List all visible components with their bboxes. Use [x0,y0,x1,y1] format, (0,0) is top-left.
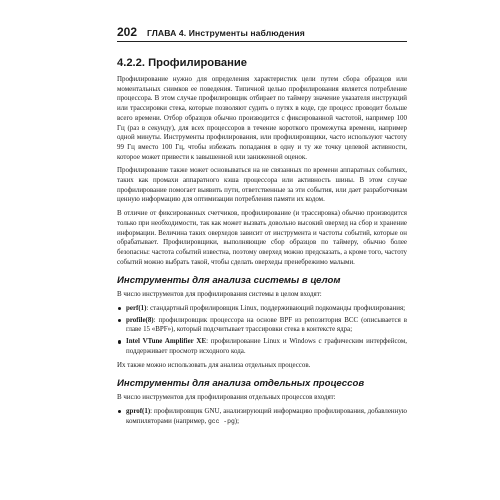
header-rule [117,41,407,42]
tool-description: : профилировщик процессора на основе BPF из репозитория BCC (описывается в главе 15 «BPF»), который подсчитывает трассировки стека в контексте ядра; [126,315,407,334]
paragraph-1: Профилирование нужно для определения характеристик цели путем сбора образцов или моментальных снимков ее поведения. Типичной целью профилирования является потребление процессора. В этом случае профилировщик отбирает по таймеру значение указателя инструкций или трассировки стека, которые позволяют судить о путях в коде, где процесс проводит больше всего времени. Отбор образцов обычно производится с фиксированной частотой, например 100 Гц (раз в секунду), для всех процессоров в течение короткого промежутка времени, например одной минуты. Инструменты профилирования, или профилировщики, часто используют частоту 99 Гц вместо 100 Гц, чтобы избежать попадания в одну и ту же точку целевой активности, которое может привести к завышенной или заниженной оценок. [117,75,407,161]
chapter-title: ГЛАВА 4. Инструменты наблюдения [147,28,305,38]
subheading-system-tools: Инструменты для анализа системы в целом [117,275,341,287]
process-tools-list [117,407,407,426]
code-snippet: gcc -pg [207,417,235,425]
tool-description: : профилировщик GNU, анализирующий информацию профилирования, добавленную компиляторами (например, [126,406,407,425]
tool-description: : стандартный профилировщик Linux, поддерживающий подкоманды профилирования; [146,304,406,313]
subheading-process-tools: Инструменты для анализа отдельных процессов [117,378,365,390]
system-tools-list [117,304,407,357]
list-item [126,316,407,335]
tool-description: : профилирование Linux и Windows с графическим интерфейсом, поддерживает просмотр исходного кода. [126,337,407,355]
paragraph-2: Профилирование также может основываться на не связанных по времени аппаратных событиях, таких как промахи аппаратного кэша процессора или активность шины. В этом случае профилирование помогает выявить пути, ответственные за эти события, или дает разработчикам ценную информацию для оптимизации потребления памяти их кодом. [117,166,407,204]
tool-name: Intel VTune Amplifier XE [126,337,207,346]
page-body [117,57,407,430]
running-header [117,25,407,39]
tool-name: gprof(1) [126,406,151,415]
tool-name: profile(8) [126,315,154,324]
section-title: 4.2.2. Профилирование [117,57,247,69]
system-tools-intro: В число инструментов для профилирования системы в целом входят: [117,290,322,299]
list-item [126,337,407,356]
list-item [126,304,407,314]
page-number: 202 [117,25,138,39]
list-item [126,407,407,426]
tool-name: perf(1) [126,304,147,313]
paragraph-3: В отличие от фиксированных счетчиков, профилирование (и трассировка) обычно производится только при необходимости, так как может вызвать довольно высокий оверхед на сбор и хранение информации. Величина таких оверхедов зависит от инструмента и частоты событий, которые он обрабатывает. Профилировщики, выполняющие сбор образцов по таймеру, обычно более безопасны: частота событий известна, поэтому оверхед можно предсказать, а кроме того, частоту событий можно выбрать такой, чтобы сделать оверхеды пренебрежимо малыми. [117,209,407,266]
system-tools-outro: Их также можно использовать для анализа отдельных процессов. [117,360,311,369]
tool-description-tail: ); [234,416,240,425]
process-tools-intro: В число инструментов для профилирования отдельных процессов входят: [117,393,336,402]
